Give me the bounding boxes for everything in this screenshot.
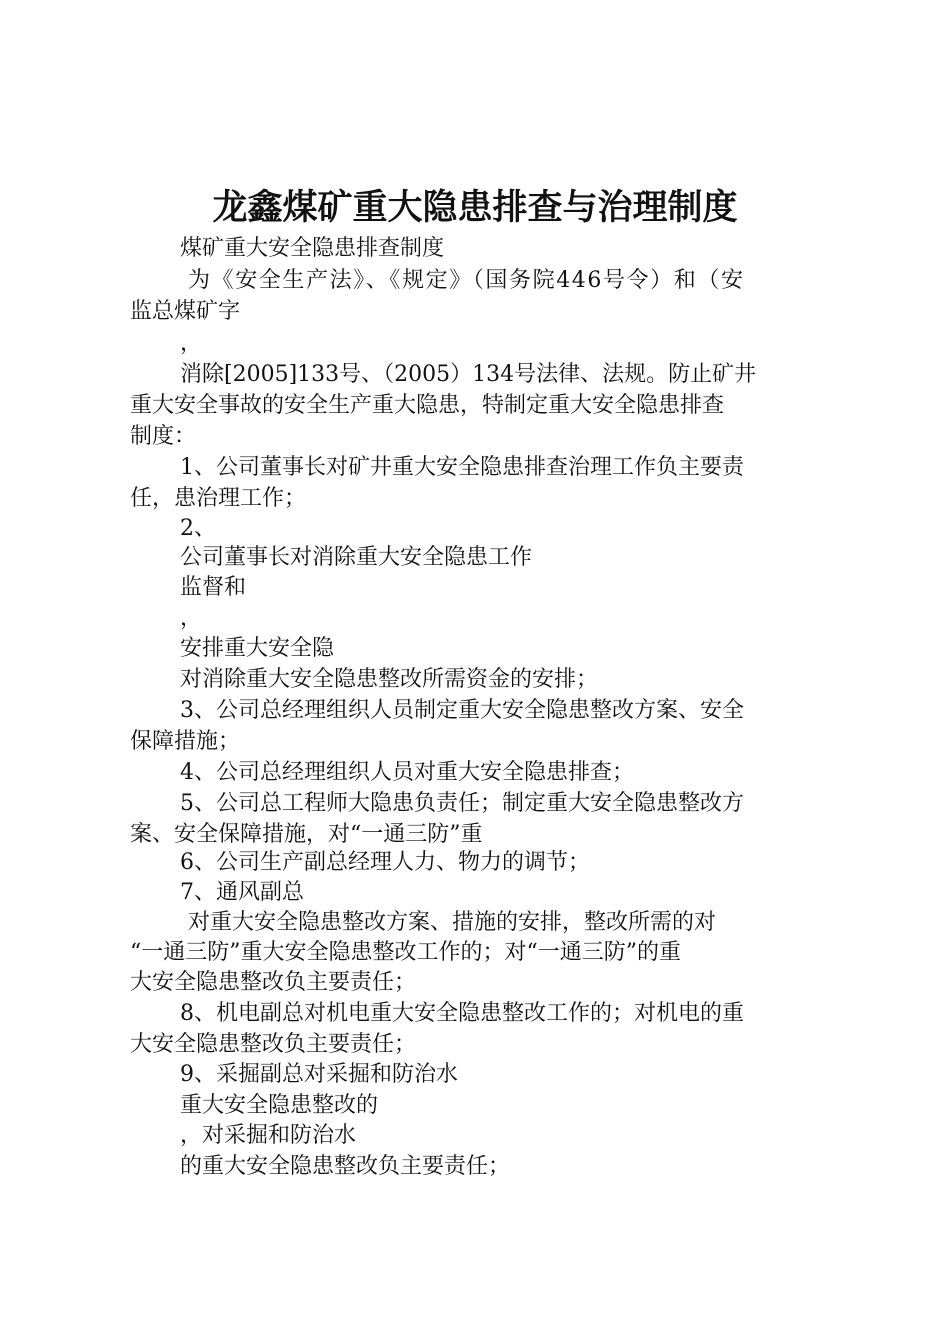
paragraph-line: 重大安全隐患整改的 (180, 1093, 379, 1118)
paragraph-line: 监督和 (180, 575, 247, 600)
paragraph-line: 大安全隐患整改负主要责任； (130, 970, 417, 995)
paragraph-line: 4、公司总经理组织人员对重大安全隐患排查； (180, 760, 634, 785)
paragraph-line: 安排重大安全隐 (180, 636, 335, 661)
paragraph-line: 监总煤矿字 (130, 299, 241, 324)
paragraph-line: 煤矿重大安全隐患排查制度 (180, 236, 445, 261)
paragraph-line: 为《安全生产法》、《规定》（国务院446号令）和（安 (188, 268, 745, 293)
paragraph-line: ， (180, 331, 203, 356)
paragraph-line: ，对采掘和防治水 (180, 1123, 357, 1148)
paragraph-line: 案、安全保障措施，对“一通三防”重 (130, 822, 483, 847)
paragraph-line: 任，患治理工作； (130, 486, 307, 511)
paragraph-line: 保障措施； (130, 729, 241, 754)
paragraph-line: 6、公司生产副总经理人力、物力的调节； (180, 850, 590, 875)
paragraph-line: ， (180, 606, 203, 631)
paragraph-line: 1、公司董事长对矿井重大安全隐患排查治理工作负主要责 (180, 455, 744, 480)
paragraph-line: 公司董事长对消除重大安全隐患工作 (180, 545, 533, 570)
paragraph-line: 9、采掘副总对采掘和防治水 (180, 1062, 458, 1087)
paragraph-line: 对重大安全隐患整改方案、措施的安排，整改所需的对 (188, 910, 717, 935)
paragraph-line: 8、机电副总对机电重大安全隐患整改工作的；对机电的重 (180, 1001, 744, 1026)
paragraph-line: 对消除重大安全隐患整改所需资金的安排； (180, 667, 599, 692)
paragraph-line: 的重大安全隐患整改负主要责任； (180, 1154, 511, 1179)
paragraph-line: 大安全隐患整改负主要责任； (130, 1032, 417, 1057)
paragraph-line: 7、通风副总 (180, 880, 304, 905)
paragraph-line: 重大安全事故的安全生产重大隐患，特制定重大安全隐患排查 (130, 393, 725, 418)
paragraph-line: “一通三防”重大安全隐患整改工作的；对“一通三防”的重 (130, 940, 681, 965)
paragraph-line: 制度： (130, 424, 197, 449)
paragraph-line: 5、公司总工程师大隐患负责任；制定重大安全隐患整改方 (180, 791, 744, 816)
paragraph-line: 3、公司总经理组织人员制定重大安全隐患整改方案、安全 (180, 698, 744, 723)
paragraph-line: 消除[2005]133号、（2005）134号法律、法规。防止矿井 (180, 362, 757, 387)
document-title: 龙鑫煤矿重大隐患排查与治理制度 (212, 188, 738, 228)
paragraph-line: 2、 (180, 516, 216, 541)
